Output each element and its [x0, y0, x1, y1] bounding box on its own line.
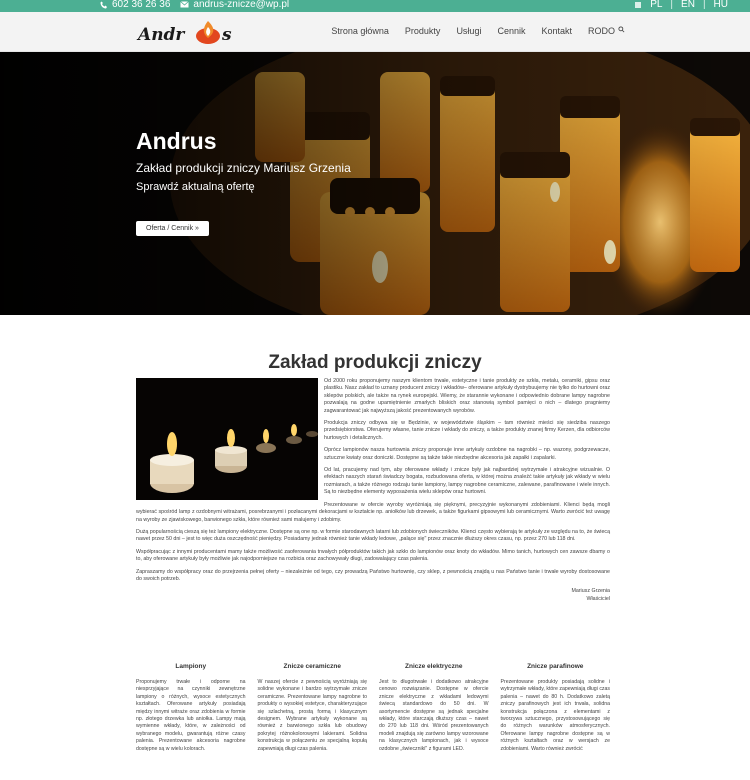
- article-paragraph: Produkcja zniczy odbywa się w Będzinie, w województwie śląskim – tam również mieści się siedziba naszego przedsiębiorstwa. Oferujemy własne, tanie znicze i wkłady do zniczy, a także produkty znanej firmy Kerzen, dla odbiorców hurtowych i detalicznych.: [324, 420, 610, 441]
- hero-title: Andrus: [136, 128, 217, 154]
- envelope-icon: [180, 1, 189, 8]
- candles-photo: [136, 378, 318, 500]
- lang-en[interactable]: EN: [681, 0, 695, 10]
- nav-contact[interactable]: Kontakt: [541, 26, 572, 36]
- feature-electric: [379, 663, 489, 753]
- hero-subtitle: Zakład produkcji zniczy Mariusz Grzenia: [136, 161, 351, 175]
- top-bar: [0, 0, 750, 12]
- feature-text: Jest to długotrwałe i dodatkowo atrakcyjne cenowo rozwiązanie. Dostępne w ofercie znicze elektryczne z wkładami ledowymi świecą standardowo do 50 dni. W asortymencie dostępne są jednak specjalne wkłady, które starczają dłuższy czas – nawet do 270 lub 118 dni. Wśród prezentowanych modeli znajdują się zarówno lampy wzorowane na klasycznych lampionach, jak i wysoce ozdobne „świeczniki" z figurami LED.: [379, 679, 489, 752]
- site-header: [0, 12, 750, 52]
- hero-content: [136, 128, 351, 236]
- offer-button[interactable]: Oferta / Cennik »: [136, 221, 209, 236]
- email-address: andrus-znicze@wp.pl: [193, 0, 290, 10]
- logo[interactable]: [136, 18, 248, 46]
- nav-rodo[interactable]: RODO: [588, 26, 615, 36]
- language-switcher: [634, 0, 728, 10]
- main-nav: [331, 26, 615, 36]
- email-link[interactable]: [180, 0, 289, 10]
- hero-banner: [0, 52, 750, 315]
- lang-hu[interactable]: HU: [713, 0, 728, 10]
- article-paragraph: Od lat, pracujemy nad tym, aby oferowane wkłady i znicze były jak najbardziej wytrzymałe i atrakcyjne wizualnie. O efektach naszych starań świadczy bogata, rozbudowana oferta, w której można znaleźć takie artykuły jak wkłady w wielu rozmiarach, a także różnego rodzaju tanie lampiony, lampy nagrobne ceramiczne, zalewane, parafinowane i wiele innych. Są to niezbędne elementy wyposażenia wielu sklepów oraz hurtowni.: [324, 467, 610, 496]
- signature-role: Właściciel: [586, 595, 610, 602]
- feature-lampiony: [136, 663, 246, 753]
- article-paragraph: Prezentowane w ofercie wyroby wyróżniają się pięknymi, precyzyjnie wykonanymi zdobieniami. Klienci będą mogli wybierać spośród lamp z ozdobnymi witrażami, posrebrzanymi i pozłacanymi dekoracjami w kształcie np. aniołków lub drzewek, a także figurkami gipsowymi lub ceramicznymi. Warto zwrócić też uwagę na wyroby ze zjawiskowego, barwionego szkła, które również sami malujemy i zdobimy.: [136, 501, 610, 523]
- hero-candles-image: [0, 52, 750, 315]
- features-section: [136, 663, 610, 753]
- lang-pl[interactable]: PL: [650, 0, 663, 10]
- article-paragraph: Oprócz lampionów nasza hurtownia zniczy proponuje inne artykuły ozdobne na nagrobki – np. wazony, podgrzewacze, sztuczne kwiaty oraz doniczki. Dostępne są także takie niezbędne akcesoria jak zapałki i zapalarki.: [324, 447, 610, 461]
- article-paragraph: Zapraszamy do współpracy oraz do przejrzenia pełnej oferty – niezależnie od tego, czy prowadzą Państwo hurtownię, czy sklep, z pewnością znajdą u nas Państwo tanie i trwałe wyroby dostosowane do swoich potrzeb.: [136, 568, 610, 582]
- feature-title: Lampiony: [175, 663, 207, 670]
- article-paragraph: Od 2000 roku proponujemy naszym klientom trwałe, estetyczne i tanie produkty ze szkła, metalu, ceramiki, gipsu oraz plastiku. Nasz zakład to uznany producent zniczy i wkładów– oferowane artykuły dystrybuujemy nie tylko do hurtowni oraz sklepów polskich, ale także na rynek europejski. Wiemy, że starannie wykonane i odpowiednio dobrane lampy nagrobne pozwalają na godne upamiętnienie zmarłych bliskich oraz stanowią symbol pamięci o nich – dlatego pragniemy zagwarantować jak najwyższą jakość prezentowanych wyrobów.: [324, 378, 610, 414]
- feature-text: W naszej ofercie z pewnością wyróżniają się solidne wykonane i bardzo wytrzymałe znicze ceramiczne. Prezentowane lampy nagrobne to produkty o wysokiej estetyce, charakteryzujące się szlachetną, prostą formą i klasycznym designem. Wybrane artykuły wykonane są również z barwionego szkła lub obudowy pokrytej różnokolorowymi lakierami. Solidna konstrukcja w połączeniu ze specjalną kopułą zapewniają długi czas palenia.: [257, 679, 367, 752]
- nav-products[interactable]: Produkty: [404, 26, 441, 36]
- nav-home[interactable]: Strona główna: [331, 26, 389, 36]
- article-paragraph: Współpracując z innymi producentami mamy także możliwość zaoferowania trwałych półproduktów takich jak szkło do lampionów oraz knoty do wkładów. Mimo tanich, hurtowych cen zawsze dbamy o to, aby oferowane artykuły były możliwie jak najodporniejsze na rozbicia oraz zachowywały długi, zadowalający czas palenia.: [136, 548, 610, 563]
- intro-article: [136, 378, 610, 603]
- lang-separator: |: [702, 0, 706, 10]
- nav-pricing[interactable]: Cennik: [497, 26, 526, 36]
- svg-text:s: s: [222, 25, 232, 45]
- signature: [136, 588, 610, 603]
- signature-name: Mariusz Grzenia: [571, 588, 610, 595]
- page-title: Zakład produkcji zniczy: [268, 352, 482, 373]
- nav-services[interactable]: Usługi: [456, 26, 482, 36]
- feature-paraffin: [501, 663, 611, 753]
- phone-icon: [100, 1, 108, 9]
- feature-title: Znicze ceramiczne: [283, 663, 341, 670]
- feature-title: Znicze elektryczne: [405, 663, 463, 670]
- feature-text: Proponujemy trwałe i odporne na niesprzyjające na czynniki zewnętrzne lampiony o różnych, wysoce estetycznych kształtach. Oferowane artykuły posiadają między innymi witraże oraz zdobienia w formie np. złotego drzewka lub aniołka. Lampy mają wymienne wkłady, które, w zależności od wybranego modelu, gwarantują różne czasy palenia. Prezentowane akcesoria nagrobne dostępne są w wielu kolorach.: [136, 679, 246, 752]
- contact-info: [100, 0, 289, 10]
- search-icon[interactable]: [618, 26, 625, 33]
- feature-ceramic: [258, 663, 368, 753]
- svg-text:Andr: Andr: [138, 25, 185, 45]
- feature-title: Znicze parafinowe: [527, 663, 584, 670]
- flag-icon: [634, 1, 642, 9]
- hero-tagline: Sprawdź aktualną ofertę: [136, 181, 255, 193]
- phone-link[interactable]: [100, 0, 170, 10]
- lang-separator: |: [670, 0, 674, 10]
- article-paragraph: Dużą popularnością cieszą się też lampiony elektryczne. Dostępne są one np. w formie starodawnych latarni lub zdobionych świeczników. Klienci często wybierają te artykuły ze względu na to, że świecą nawet przez 50 dni – jest to więc duża oszczędność pieniędzy. Posiadamy jednak również tanie wkłady ledowe, „palące się" przez znacznie dłuższy okres czasu, np. przez 270 lub 118 dni.: [136, 528, 611, 543]
- feature-text: Prezentowane produkty posiadają solidne i wytrzymałe wkłady, które zapewniają długi czas palenia – nawet do 80 h. Dodatkowo zaletą zniczy parafinowych jest ich trwała, solidna konstrukcja połączona z elementami z tworzywa sztucznego, przystosowującego się do różnych warunków atmosferycznych. Oferowane lampy nagrobne dostępne są w różnych kształtach oraz w wersjach ze zdobieniami. Warto również zwrócić: [500, 679, 610, 752]
- phone-number: 602 36 26 36: [112, 0, 171, 10]
